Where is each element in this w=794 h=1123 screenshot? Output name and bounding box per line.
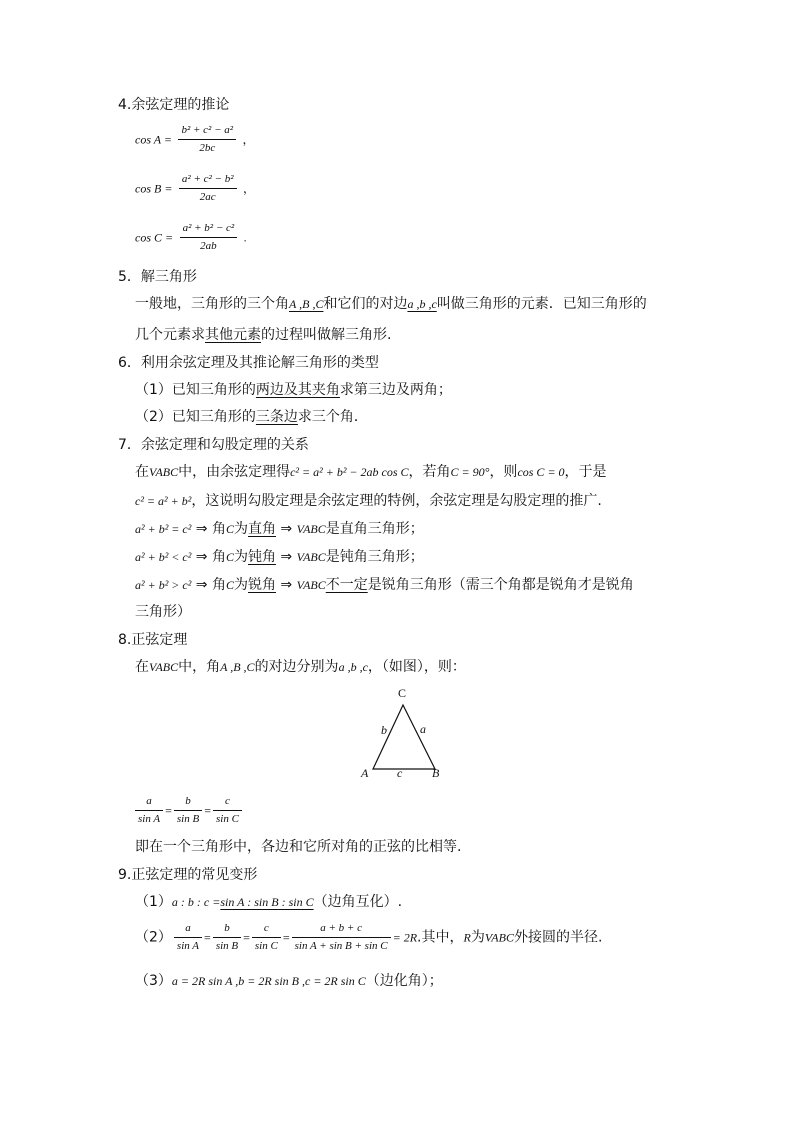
cosA-tail: ， (242, 132, 255, 147)
triangle-symbol: VABC (149, 660, 179, 674)
text: （边化角）； (365, 973, 443, 989)
angle-c: C (225, 522, 234, 536)
underlined-term: 两边及其夹角 (255, 382, 340, 398)
two-r: = 2R (392, 930, 418, 945)
cosB-numerator: a² + c² − b² (179, 173, 237, 189)
section-9-heading (118, 866, 257, 884)
cosB-label: cos B = (135, 181, 173, 196)
text: 三角形） (135, 604, 191, 620)
section-8-heading-text: 8.正弦定理 (118, 632, 188, 648)
denominator: sin C (215, 813, 239, 825)
ratio-a (135, 795, 163, 826)
denominator: sin C (254, 940, 278, 952)
eq: a² + b² > c² (135, 578, 192, 592)
implies: ⇒ (275, 521, 297, 537)
section-7-acute (135, 576, 634, 594)
angles-underlined: A ,B ,C (289, 297, 324, 311)
text: （1）已知三角形的 (135, 382, 256, 398)
text: （1） (135, 894, 172, 910)
section-8-para-2 (135, 838, 461, 856)
law-of-sines (133, 795, 244, 826)
text: 一般地，三角形的三个角 (135, 296, 289, 312)
ratio-a (174, 922, 202, 953)
text: 是直角三角形； (325, 521, 424, 537)
denominator: sin B (215, 940, 239, 952)
cosB-tail: ， (242, 181, 255, 196)
text: 外接圆的半径. (513, 929, 603, 946)
numerator: c (213, 795, 242, 811)
text: （3） (135, 973, 172, 989)
equals: = (165, 803, 172, 818)
denominator: sin A + sin B + sin C (294, 940, 388, 952)
cosine-corollary-c (135, 222, 247, 253)
text: ⇒ 角 (191, 549, 226, 565)
text: 的对边分别为 (254, 659, 339, 675)
text: 几个元素求 (135, 327, 205, 343)
text: 为 (233, 577, 248, 593)
section-6-heading-text: 6．利用余弦定理及其推论解三角形的类型 (118, 355, 379, 371)
underlined-term: 钝角 (247, 549, 276, 565)
eq: a² + b² < c² (135, 550, 192, 564)
equals: = (243, 930, 250, 945)
sine-expressions: a = 2R sin A ,b = 2R sin B ,c = 2R sin C (171, 974, 366, 988)
cosC-denominator: 2ab (200, 240, 217, 252)
radius-r: R (463, 930, 471, 945)
cosA-denominator: 2bc (199, 142, 216, 154)
sides: a ,b ,c (338, 660, 368, 674)
vertex-c-label: C (398, 686, 407, 700)
text: （2） (135, 929, 172, 946)
denominator: sin A (176, 940, 200, 952)
text: 求第三边及两角； (339, 382, 452, 398)
underlined-term: 其他元素 (205, 327, 261, 343)
text: ，于是 (564, 464, 607, 480)
cosC-numerator: a² + b² − c² (180, 222, 238, 238)
section-6-heading (118, 354, 379, 372)
section-6-item-2 (135, 408, 368, 426)
side-ratio: a : b : c = (171, 895, 221, 909)
cosC-tail: . (243, 230, 247, 245)
angle-c: C (225, 550, 234, 564)
section-4-heading-text: 4.余弦定理的推论 (118, 97, 230, 113)
pythagoras: c² = a² + b² (135, 494, 192, 508)
text: 叫做三角形的元素．已知三角形的 (436, 296, 647, 312)
side-b-label: b (381, 723, 387, 737)
section-7-heading-text: 7．余弦定理和勾股定理的关系 (118, 437, 309, 453)
section-8-para-1 (135, 658, 466, 676)
cosA-fraction (178, 124, 236, 155)
section-9-item-1 (135, 893, 402, 911)
cos-zero: cos C = 0 (517, 465, 565, 479)
section-5-para-2 (135, 326, 391, 344)
section-7-para-1 (135, 463, 607, 481)
triangle-symbol: VABC (296, 522, 326, 536)
section-6-item-1 (135, 381, 452, 399)
section-5-heading (118, 268, 197, 286)
right-angle: C = 90° (450, 465, 490, 479)
denominator: sin A (138, 813, 161, 825)
section-7-obtuse (135, 548, 424, 566)
numerator: a (174, 922, 202, 938)
vertex-a-label: A (361, 766, 369, 780)
eq: a² + b² = c² (135, 522, 192, 536)
cosine-corollary-a (135, 124, 255, 155)
cosine-corollary-b (135, 173, 255, 204)
text: 在 (135, 659, 149, 675)
cosC-fraction (180, 222, 238, 253)
triangle-symbol: VABC (296, 578, 326, 592)
text: 为 (470, 929, 485, 946)
vertex-b-label: B (432, 766, 440, 780)
text: .其中， (417, 929, 464, 946)
text: （边角互化）. (313, 894, 403, 910)
text: 为 (233, 549, 248, 565)
text: 即在一个三角形中，各边和它所对角的正弦的比相等. (135, 839, 462, 855)
text: ，则 (489, 464, 518, 480)
text: ，这说明勾股定理是余弦定理的特例，余弦定理是勾股定理的推广. (191, 493, 602, 509)
side-a-label: a (420, 722, 426, 736)
triangle-symbol: VABC (296, 550, 326, 564)
section-7-acute-cont (135, 603, 191, 621)
text: 的过程叫做解三角形. (261, 327, 392, 343)
section-9-heading-text: 9.正弦定理的常见变形 (118, 867, 258, 883)
section-8-heading (118, 631, 187, 649)
triangle-symbol: VABC (149, 465, 179, 479)
cosA-label: cos A = (135, 132, 172, 147)
text: 求三个角． (297, 409, 368, 425)
equals: = (282, 930, 290, 945)
implies: ⇒ (275, 577, 297, 593)
numerator: b (213, 922, 241, 938)
sine-ratio-underlined: sin A : sin B : sin C (220, 895, 314, 909)
text: （2）已知三角形的 (135, 409, 256, 425)
section-4-heading (118, 96, 229, 114)
text: 是锐角三角形（需三个角都是锐角才是锐角 (367, 577, 634, 593)
text: 为 (233, 521, 248, 537)
text: 在 (135, 464, 149, 480)
numerator: b (174, 795, 202, 811)
ratio-c (213, 795, 242, 826)
section-7-right (135, 520, 424, 538)
equals: = (204, 930, 211, 945)
sides-underlined: a ,b ,c (407, 297, 437, 311)
implies: ⇒ (275, 549, 297, 565)
section-7-heading (118, 436, 309, 454)
section-9-item-3 (135, 972, 443, 990)
text: 中，由余弦定理得 (178, 464, 291, 480)
ratio-c (252, 922, 281, 953)
section-5-para-1 (135, 295, 647, 313)
cosB-fraction (179, 173, 237, 204)
numerator: c (252, 922, 281, 938)
denominator: sin B (176, 813, 200, 825)
equals: = (204, 803, 211, 818)
text: 中，角 (178, 659, 221, 675)
angles: A ,B ,C (220, 660, 255, 674)
text: ，若角 (408, 464, 451, 480)
underlined-term: 三条边 (255, 409, 298, 425)
cosC-label: cos C = (135, 230, 174, 245)
text: 是钝角三角形； (325, 549, 424, 565)
ratio-sum (292, 922, 391, 953)
ratio-b (213, 922, 241, 953)
text: ⇒ 角 (191, 521, 226, 537)
law-of-cosines: c² = a² + b² − 2ab cos C (290, 465, 409, 479)
ratio-b (174, 795, 202, 826)
cosA-numerator: b² + c² − a² (178, 124, 236, 140)
section-5-heading-text: 5．解三角形 (118, 269, 197, 285)
underlined-term: 不一定 (325, 577, 368, 593)
text: ⇒ 角 (191, 577, 226, 593)
angle-c: C (225, 578, 234, 592)
side-c-label: c (397, 766, 403, 780)
triangle-symbol: VABC (484, 930, 514, 945)
numerator: a + b + c (292, 922, 391, 938)
text: 和它们的对边 (323, 296, 408, 312)
underlined-term: 直角 (247, 521, 276, 537)
section-7-para-2 (135, 492, 602, 510)
text: ，（如图），则： (367, 659, 466, 675)
numerator: a (135, 795, 163, 811)
cosB-denominator: 2ac (199, 191, 216, 203)
section-9-item-2 (135, 922, 602, 953)
underlined-term: 锐角 (247, 577, 276, 593)
